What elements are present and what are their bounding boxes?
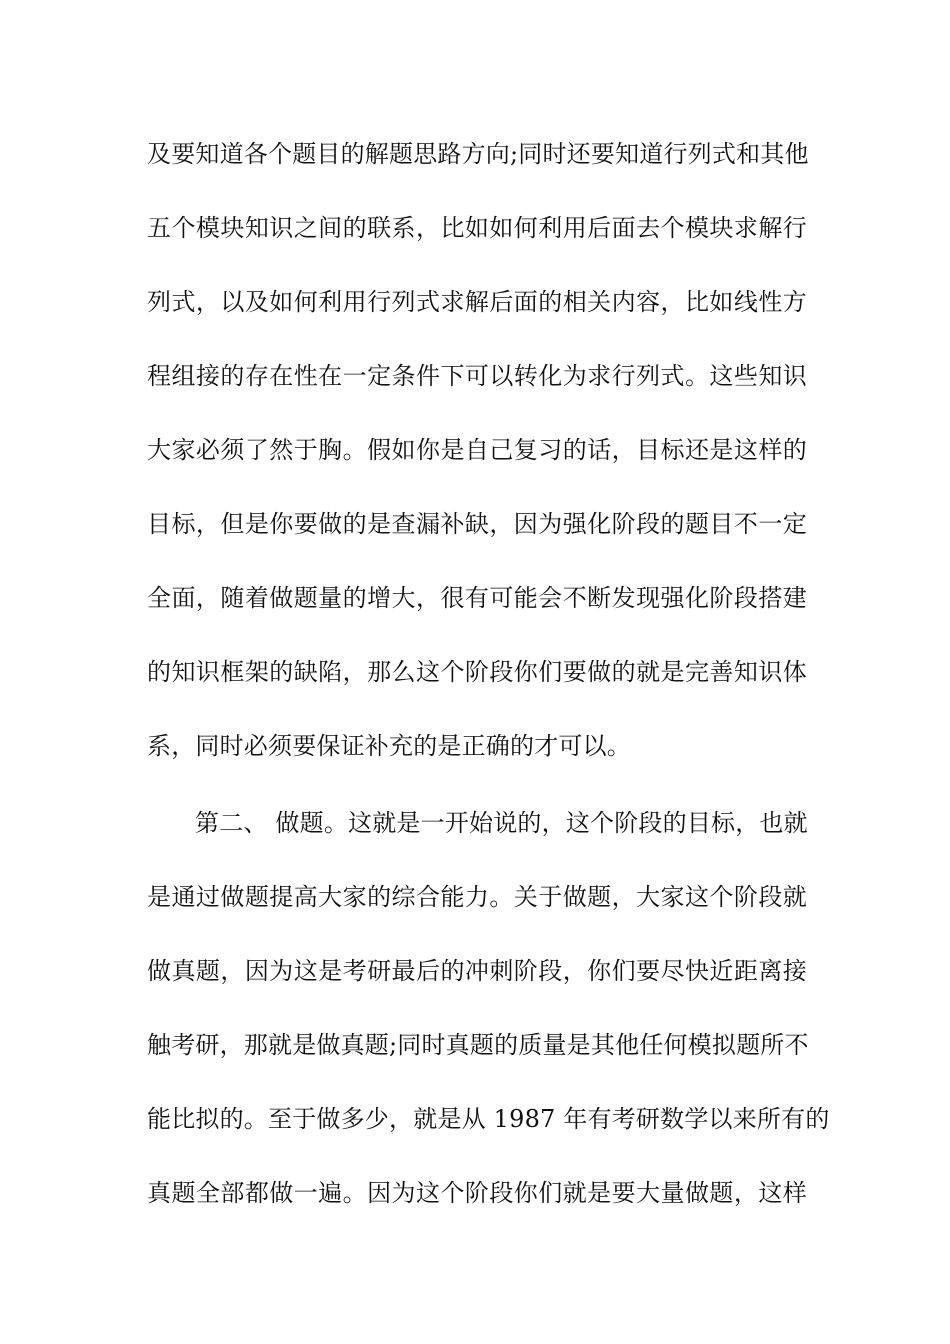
- text-line: 目标，但是你要做的是查漏补缺，因为强化阶段的题目不一定: [147, 510, 807, 538]
- text-line: 是通过做题提高大家的综合能力。关于做题，大家这个阶段就: [147, 883, 807, 911]
- text-line: 做真题，因为这是考研最后的冲刺阶段，你们要尽快近距离接: [147, 957, 807, 985]
- text-line: 触考研，那就是做真题;同时真题的质量是其他任何模拟题所不: [147, 1031, 809, 1059]
- text-line: 五个模块知识之间的联系，比如如何利用后面去个模块求解行: [147, 214, 807, 242]
- text-line: 大家必须了然于胸。假如你是自己复习的话，目标还是这样的: [147, 436, 807, 464]
- text-line: 全面，随着做题量的增大，很有可能会不断发现强化阶段搭建: [147, 584, 807, 612]
- section-heading-line: 第二、 做题。这就是一开始说的，这个阶段的目标，也就: [195, 809, 808, 837]
- paragraph-end-line: 系，同时必须要保证补充的是正确的才可以。: [147, 732, 631, 760]
- text-line: 能比拟的。至于做多少，就是从 1987 年有考研数学以来所有的: [147, 1105, 830, 1133]
- text-line: 的知识框架的缺陷，那么这个阶段你们要做的就是完善知识体: [147, 658, 807, 686]
- text-line: 列式，以及如何利用行列式求解后面的相关内容，比如线性方: [147, 288, 807, 316]
- text-line: 真题全部都做一遍。因为这个阶段你们就是要大量做题，这样: [147, 1179, 807, 1207]
- text-line: 程组接的存在性在一定条件下可以转化为求行列式。这些知识: [147, 362, 807, 390]
- text-line: 及要知道各个题目的解题思路方向;同时还要知道行列式和其他: [147, 140, 809, 168]
